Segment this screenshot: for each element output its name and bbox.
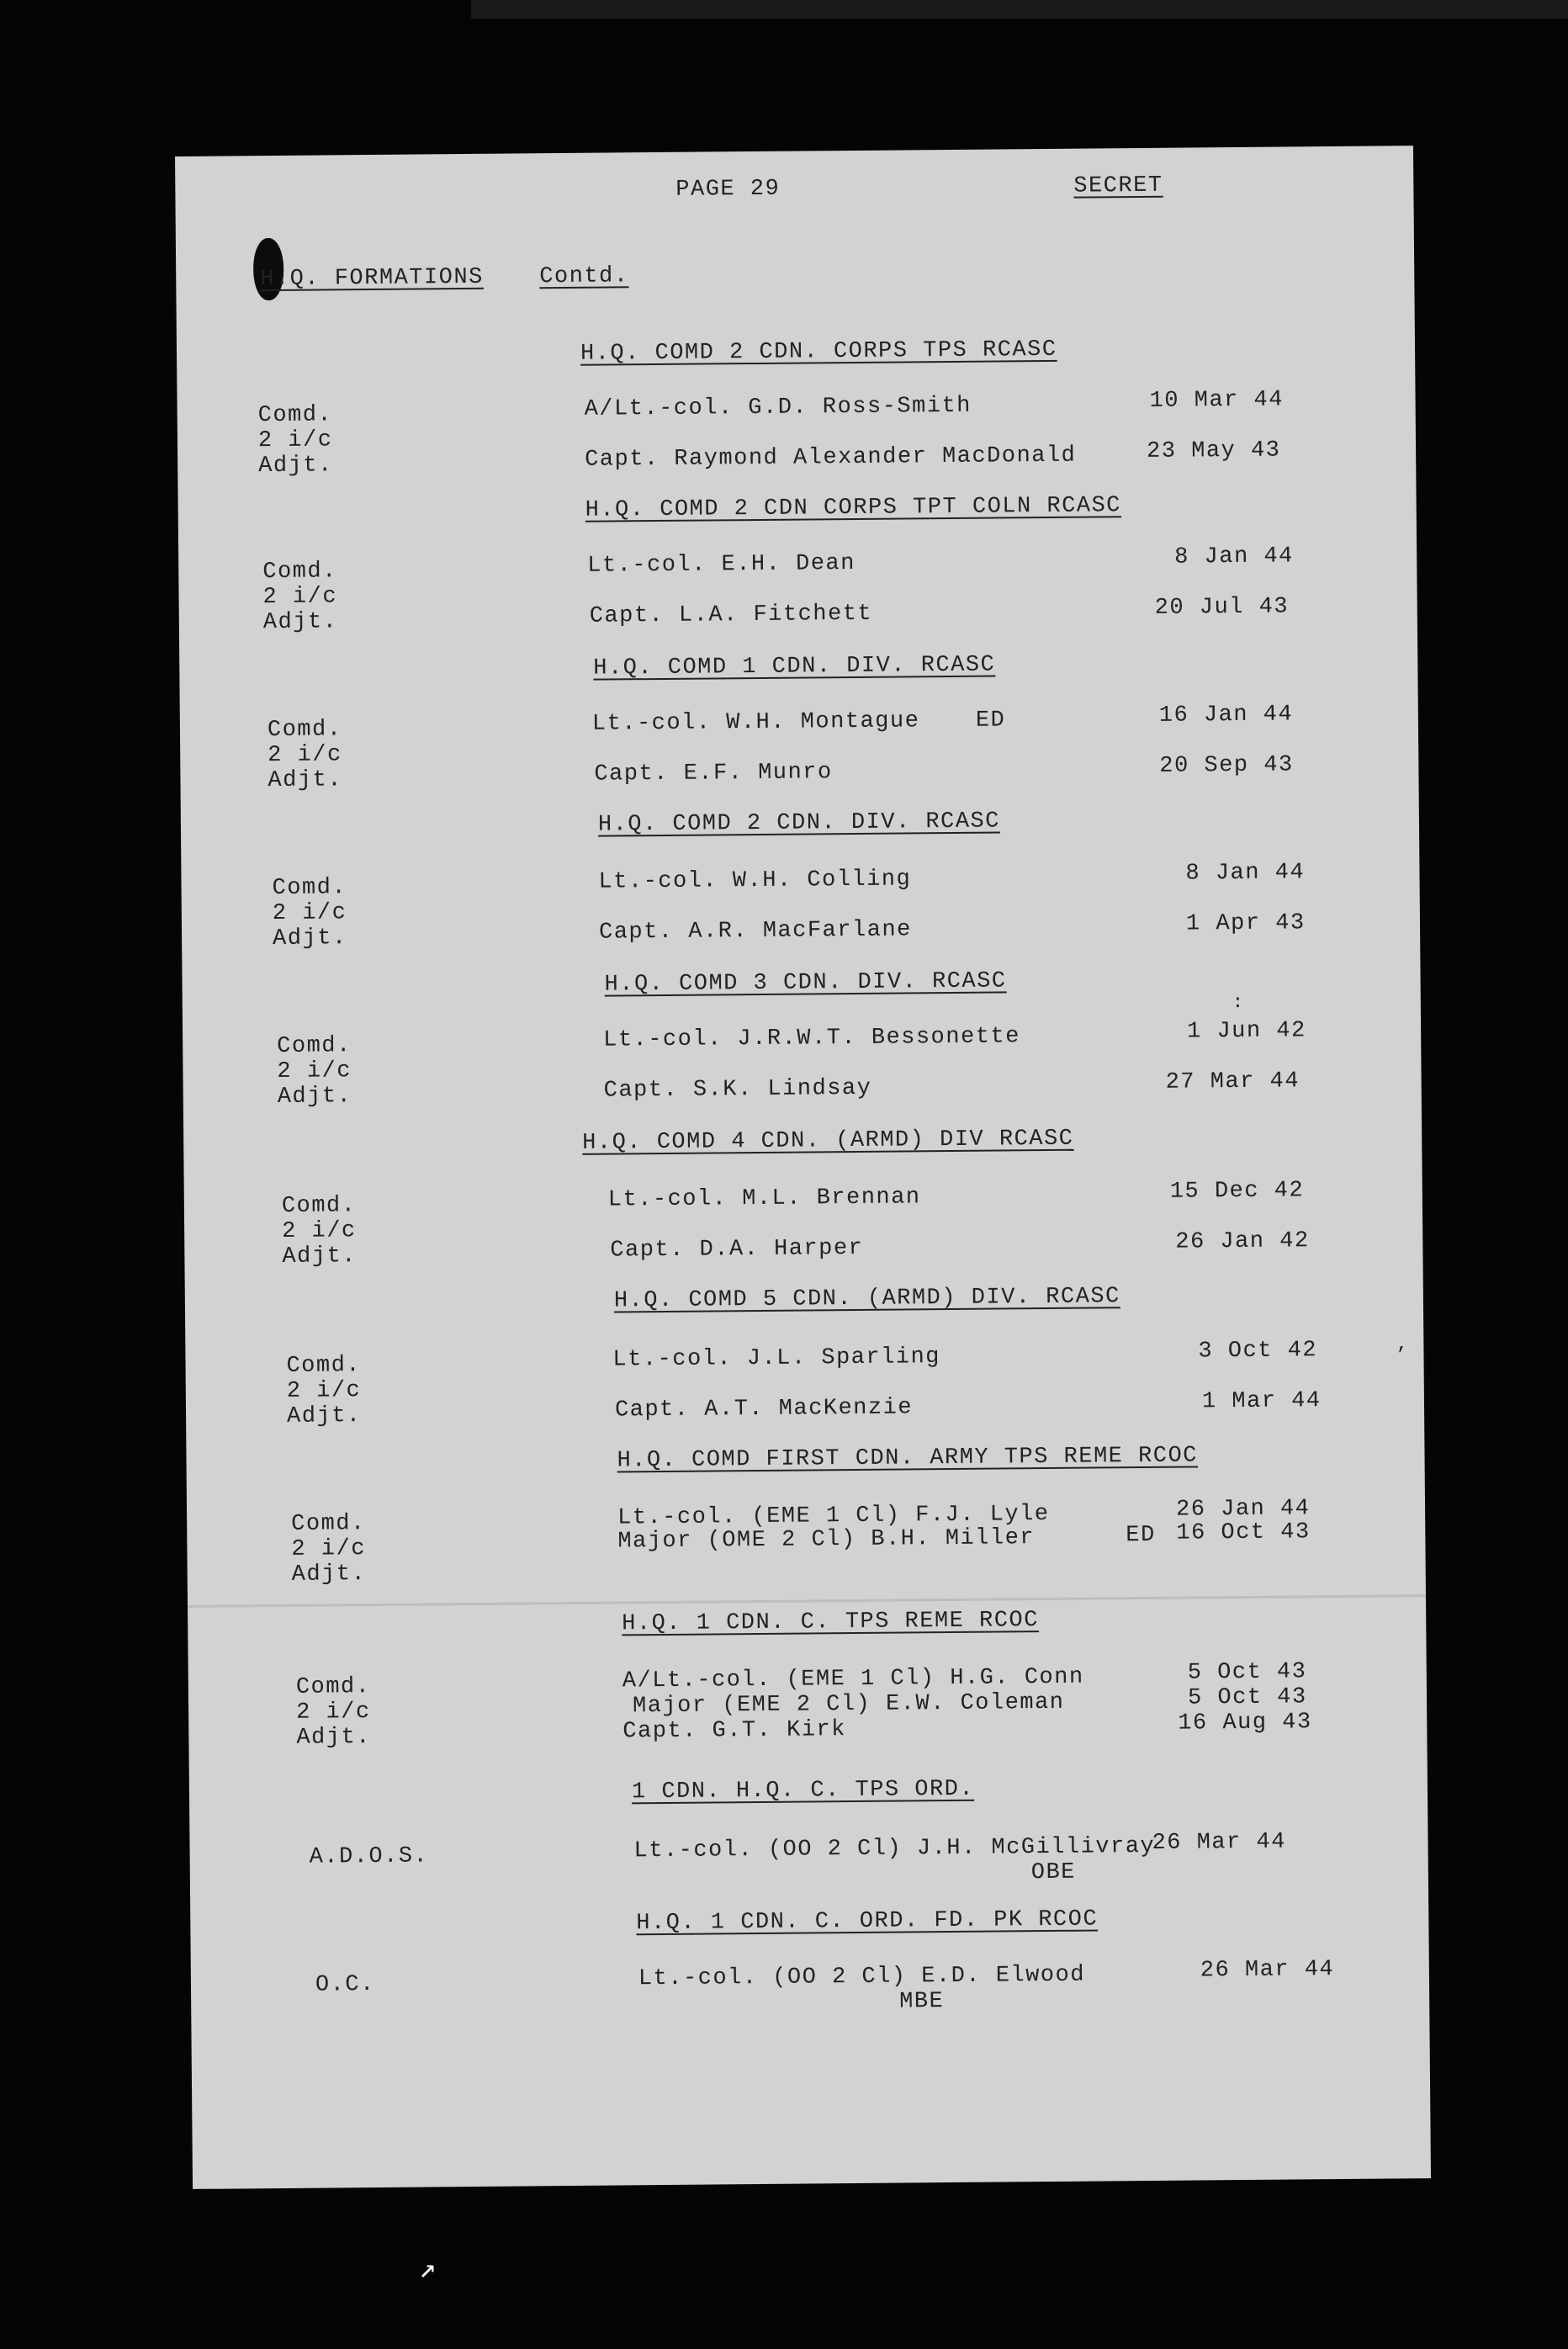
appointment-date: 26 Mar 44 — [1152, 1829, 1286, 1856]
appointment-date: 27 Mar 44 — [1165, 1068, 1300, 1095]
officer-name: Lt.-col. (EME 1 Cl) F.J. Lyle — [617, 1501, 1050, 1531]
appointment-date: 5 Oct 43 — [1187, 1659, 1307, 1686]
role-labels: Comd. 2 i/c Adjt. — [291, 1511, 367, 1588]
scan-border-band — [471, 0, 1568, 19]
officer-name: Lt.-col. (OO 2 Cl) E.D. Elwood — [638, 1962, 1086, 1992]
unit-heading: H.Q. COMD 2 CDN. DIV. RCASC — [597, 809, 1001, 838]
appointment-date: 20 Jul 43 — [1154, 594, 1290, 621]
role-labels: Comd. 2 i/c Adjt. — [286, 1353, 362, 1429]
officer-name: Capt. L.A. Fitchett — [589, 601, 873, 629]
section-heading: H.Q. FORMATIONS — [260, 264, 484, 293]
officer-name: Lt.-col. M.L. Brennan — [607, 1185, 921, 1213]
appointment-date: 26 Mar 44 — [1200, 1957, 1335, 1984]
scan-speck: , — [1396, 1334, 1408, 1355]
appointment-date: 16 Oct 43 — [1176, 1519, 1311, 1546]
unit-heading: H.Q. COMD 3 CDN. DIV. RCASC — [604, 968, 1007, 998]
role-labels: Comd. 2 i/c Adjt. — [262, 559, 338, 636]
unit-heading: H.Q. 1 CDN. C. ORD. FD. PK RCOC — [636, 1906, 1099, 1937]
page-number: PAGE 29 — [675, 176, 781, 203]
scan-speck: : — [1232, 991, 1244, 1014]
officer-name: Capt. A.T. MacKenzie — [614, 1395, 914, 1424]
page-fold-line — [188, 1594, 1426, 1608]
officer-name: Lt.-col. W.H. Colling — [598, 867, 912, 895]
officer-name: Capt. E.F. Munro — [594, 760, 833, 787]
appointment-date: 1 Apr 43 — [1185, 910, 1306, 937]
officer-name: A/Lt.-col. G.D. Ross-Smith — [584, 393, 972, 422]
officer-name: Lt.-col. E.H. Dean — [587, 550, 856, 579]
officer-name: Capt. Raymond Alexander MacDonald — [585, 443, 1077, 473]
unit-heading: H.Q. COMD 2 CDN. CORPS TPS RCASC — [580, 337, 1057, 367]
unit-heading: H.Q. COMD FIRST CDN. ARMY TPS REME RCOC — [617, 1443, 1199, 1474]
role-labels: Comd. 2 i/c Adjt. — [257, 402, 333, 480]
unit-heading: H.Q. COMD 5 CDN. (ARMD) DIV. RCASC — [613, 1284, 1120, 1314]
unit-heading: H.Q. COMD 2 CDN CORPS TPT COLN RCASC — [585, 493, 1122, 523]
role-labels: Comd. 2 i/c Adjt. — [267, 717, 343, 794]
honour-postnominal: OBE — [1030, 1859, 1077, 1886]
scan-speck: ↗ — [419, 2255, 437, 2287]
document-page — [175, 146, 1431, 2189]
role-labels: Comd. 2 i/c Adjt. — [277, 1033, 352, 1110]
appointment-date: 16 Aug 43 — [1178, 1710, 1312, 1737]
appointment-date: 1 Mar 44 — [1201, 1388, 1322, 1415]
officer-name: Capt. S.K. Lindsay — [603, 1075, 872, 1104]
unit-heading: H.Q. COMD 1 CDN. DIV. RCASC — [593, 652, 996, 681]
role-labels: Comd. 2 i/c Adjt. — [272, 875, 347, 952]
officer-name: Capt. G.T. Kirk — [622, 1717, 847, 1745]
role-labels: A.D.O.S. — [309, 1843, 429, 1870]
officer-name: Capt. A.R. MacFarlane — [598, 917, 912, 946]
officer-name: Lt.-col. J.R.W.T. Bessonette — [603, 1024, 1020, 1053]
officer-name: Lt.-col. (OO 2 Cl) J.H. McGillivray — [633, 1833, 1156, 1864]
appointment-date: 20 Sep 43 — [1159, 752, 1294, 779]
role-labels: O.C. — [315, 1972, 375, 1998]
role-labels: Comd. 2 i/c Adjt. — [281, 1193, 358, 1270]
unit-heading: H.Q. COMD 4 CDN. (ARMD) DIV RCASC — [582, 1126, 1074, 1156]
unit-heading: 1 CDN. H.Q. C. TPS ORD. — [631, 1776, 975, 1805]
appointment-date: 3 Oct 42 — [1198, 1338, 1318, 1365]
officer-name: Major (EME 2 Cl) E.W. Coleman — [632, 1689, 1065, 1720]
appointment-date: 8 Jan 44 — [1185, 860, 1306, 887]
role-labels: Comd. 2 i/c Adjt. — [295, 1674, 372, 1751]
appointment-date: 1 Jun 42 — [1186, 1018, 1306, 1045]
appointment-date: 16 Jan 44 — [1158, 702, 1294, 729]
appointment-date: 15 Dec 42 — [1169, 1178, 1305, 1205]
unit-heading: H.Q. 1 CDN. C. TPS REME RCOC — [622, 1608, 1040, 1637]
section-continued: Contd. — [539, 263, 629, 290]
officer-name: Lt.-col. W.H. Montague — [591, 708, 920, 737]
appointment-date: 5 Oct 43 — [1187, 1684, 1307, 1711]
officer-name: A/Lt.-col. (EME 1 Cl) H.G. Conn — [622, 1664, 1084, 1694]
appointment-date: 10 Mar 44 — [1149, 387, 1285, 414]
appointment-date: 8 Jan 44 — [1174, 544, 1294, 570]
officer-name: Capt. D.A. Harper — [610, 1235, 864, 1264]
officer-name: Major (OME 2 Cl) B.H. Miller — [617, 1525, 1036, 1555]
appointment-date: 26 Jan 42 — [1175, 1228, 1310, 1255]
honour-postnominal: MBE — [899, 1989, 945, 2015]
classification-marking: SECRET — [1073, 172, 1163, 199]
appointment-date: 23 May 43 — [1146, 437, 1281, 464]
officer-name: Lt.-col. J.L. Sparling — [612, 1344, 941, 1373]
honour-postnominal: ED — [975, 708, 1006, 734]
honour-postnominal: ED — [1126, 1522, 1156, 1549]
appointment-date: 26 Jan 44 — [1175, 1496, 1311, 1523]
